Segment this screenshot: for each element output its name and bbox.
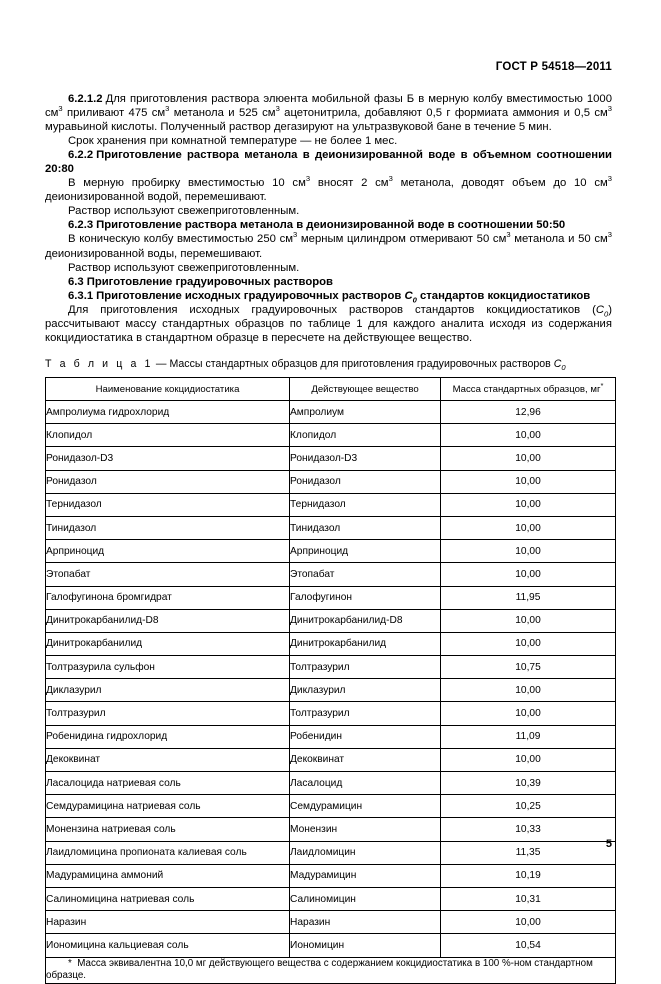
superscript-cubic-a: 3: [58, 104, 63, 114]
cell-mass-value: 11,09: [441, 725, 616, 748]
table-footnote-cell: [46, 957, 616, 983]
cell-active-substance: Лаидломицин: [290, 841, 441, 864]
heading-6-2-2-text: Приготовление раствора метанола в деионизированной воде в объемном соотношении 20:80: [45, 149, 612, 176]
cell-coccidiostat-name: Клопидол: [46, 424, 290, 447]
cell-active-substance: Семдурамицин: [290, 795, 441, 818]
cell-active-substance: Иономицин: [290, 934, 441, 957]
cell-active-substance: Динитрокарбанилид-D8: [290, 609, 441, 632]
cell-active-substance: Клопидол: [290, 424, 441, 447]
superscript-cubic-b: 3: [165, 104, 170, 114]
cell-coccidiostat-name: Семдурамицина натриевая соль: [46, 795, 290, 818]
cell-mass-value: 10,54: [441, 934, 616, 957]
superscript-cubic-g: 3: [607, 174, 613, 184]
clause-6-2-3-text-b: мерным цилиндром отмеривают 50 см: [297, 233, 507, 246]
table-row: [46, 911, 616, 934]
clause-6-2-1-2-text-c: метанола и 525 см: [169, 107, 276, 120]
cell-coccidiostat-name: Диклазурил: [46, 679, 290, 702]
table-caption-dash: —: [152, 358, 170, 370]
table-row: [46, 679, 616, 702]
table-row: [46, 632, 616, 655]
cell-mass-value: 10,39: [441, 772, 616, 795]
superscript-cubic-e: 3: [305, 174, 311, 184]
table-row: [46, 493, 616, 516]
footnote-text: Масса эквивалентна 10,0 мг действующего вещества с содержанием кокцидиостатика в 100 %-ном стандартном образце.: [46, 957, 593, 982]
clause-6-2-2-text-d: деионизированной водой, перемешивают.: [45, 191, 267, 204]
table-caption-label: Т а б л и ц а 1: [45, 358, 153, 370]
symbol-c-subscript-body: 0: [604, 308, 609, 318]
cell-active-substance: Этопабат: [290, 563, 441, 586]
cell-mass-value: 10,00: [441, 447, 616, 470]
table-row: [46, 586, 616, 609]
body-text-block: [45, 92, 612, 345]
running-header: ГОСТ Р 54518—2011: [495, 61, 612, 73]
clause-6-2-3-text-d: деионизированной воды, перемешивают.: [45, 247, 263, 260]
table-row: [46, 401, 616, 424]
cell-mass-value: 10,19: [441, 864, 616, 887]
cell-mass-value: 12,96: [441, 401, 616, 424]
clause-6-2-1-2-text-e: муравьиной кислоты. Полученный раствор дегазируют на ультразвуковой бане в течение 5 мин.: [45, 121, 552, 134]
cell-active-substance: Робенидин: [290, 725, 441, 748]
cell-coccidiostat-name: Робенидина гидрохлорид: [46, 725, 290, 748]
table-caption-text: Массы стандартных образцов для приготовления градуировочных растворов: [169, 358, 554, 370]
clause-number-6-2-1-2: 6.2.1.2: [68, 93, 103, 105]
clause-6-3-1-text-b: ) рассчитывают массу стандартных образцов по таблице 1 для каждого аналита исходя из содержания кокцидиостатика в стандартном образце в пересчете на действующее вещество.: [45, 303, 612, 344]
paragraph-fresh-use-1: Раствор используют свежеприготовленным.: [68, 205, 300, 218]
clause-number-6-3: 6.3: [68, 275, 84, 288]
cell-active-substance: Диклазурил: [290, 679, 441, 702]
cell-active-substance: Тернидазол: [290, 493, 441, 516]
clause-6-2-3-text-c: метанола и 50 см: [510, 233, 608, 246]
column-header-active-substance: Действующее вещество: [290, 378, 441, 401]
table-row: [46, 540, 616, 563]
paragraph-6-2-1-2: [45, 92, 612, 134]
heading-6-3-1: [45, 289, 612, 303]
cell-coccidiostat-name: Монензина натриевая соль: [46, 818, 290, 841]
column-header-mass-text: Масса стандартных образцов, мг: [452, 383, 601, 395]
heading-6-2-2: [45, 148, 612, 176]
cell-coccidiostat-name: Тинидазол: [46, 516, 290, 539]
table-row: [46, 424, 616, 447]
table-header-row: [46, 378, 616, 401]
clause-6-2-2-text-a: В мерную пробирку вместимостью 10 см: [68, 177, 306, 190]
table-footer: [46, 957, 616, 983]
table-caption-symbol: [553, 358, 566, 373]
paragraph-storage-period: Срок хранения при комнатной температуре — не более 1 мес.: [68, 135, 398, 148]
cell-mass-value: 10,00: [441, 911, 616, 934]
cell-coccidiostat-name: Лаидломицина пропионата калиевая соль: [46, 841, 290, 864]
cell-coccidiostat-name: Декоквинат: [46, 748, 290, 771]
cell-active-substance: Салиномицин: [290, 887, 441, 910]
cell-active-substance: Монензин: [290, 818, 441, 841]
cell-mass-value: 10,00: [441, 470, 616, 493]
table-row: [46, 447, 616, 470]
paragraph-fresh-use-2: Раствор используют свежеприготовленным.: [68, 261, 300, 274]
superscript-cubic-j: 3: [607, 230, 612, 240]
table-row: [46, 772, 616, 795]
cell-active-substance: Динитрокарбанилид: [290, 632, 441, 655]
cell-mass-value: 10,00: [441, 563, 616, 586]
cell-active-substance: Ампролиум: [290, 401, 441, 424]
superscript-cubic-d: 3: [607, 104, 613, 114]
heading-6-3-text: Приготовление градуировочных растворов: [86, 275, 333, 288]
clause-number-6-2-2: 6.2.2: [68, 149, 94, 162]
paragraph-6-3-1: [45, 303, 612, 345]
table-caption-symbol-subscript: 0: [561, 363, 566, 373]
superscript-cubic-i: 3: [506, 230, 511, 240]
cell-coccidiostat-name: Ронидазол: [46, 470, 290, 493]
superscript-cubic-f: 3: [388, 174, 393, 184]
clause-6-2-3-text-a: В коническую колбу вместимостью 250 см: [68, 233, 293, 246]
heading-6-2-3-text: Приготовление раствора метанола в деионизированной воде в соотношении 50:50: [96, 219, 566, 232]
column-header-mass: [441, 378, 616, 401]
cell-mass-value: 10,25: [441, 795, 616, 818]
table-caption-symbol-letter: C: [553, 358, 562, 370]
footnote-marker: *: [68, 957, 72, 969]
cell-active-substance: Наразин: [290, 911, 441, 934]
cell-coccidiostat-name: Мадурамицина аммоний: [46, 864, 290, 887]
table-row: [46, 656, 616, 679]
cell-coccidiostat-name: Тернидазол: [46, 493, 290, 516]
page-number: 5: [605, 838, 612, 850]
cell-active-substance: Арприноцид: [290, 540, 441, 563]
symbol-c-subscript: 0: [412, 294, 417, 304]
cell-active-substance: Мадурамицин: [290, 864, 441, 887]
cell-coccidiostat-name: Толтразурила сульфон: [46, 656, 290, 679]
clause-6-3-1-text-a: Для приготовления исходных градуировочных растворов стандартов кокцидиостатиков (: [68, 303, 596, 316]
paragraph-6-2-3: [45, 232, 612, 260]
cell-mass-value: 10,00: [441, 679, 616, 702]
footnote-marker-icon: *: [600, 380, 604, 390]
symbol-c-letter-body: C: [595, 303, 604, 316]
cell-coccidiostat-name: Салиномицина натриевая соль: [46, 887, 290, 910]
cell-active-substance: Тинидазол: [290, 516, 441, 539]
cell-mass-value: 10,75: [441, 656, 616, 679]
heading-6-2-3: [45, 218, 612, 232]
cell-active-substance: Толтразурил: [290, 656, 441, 679]
cell-mass-value: 10,00: [441, 516, 616, 539]
clause-6-2-1-2-text-a: Для приготовления раствора элюента мобильной фазы Б в мерную колбу вместимостью 1000 см: [45, 93, 612, 120]
cell-active-substance: Ронидазол-D3: [290, 447, 441, 470]
clause-6-2-1-2-text-d: ацетонитрила, добавляют 0,5 г формиата аммония и 0,5 см: [279, 107, 608, 120]
cell-coccidiostat-name: Наразин: [46, 911, 290, 934]
table-row: [46, 725, 616, 748]
cell-coccidiostat-name: Арприноцид: [46, 540, 290, 563]
table-row: [46, 748, 616, 771]
table-row: [46, 702, 616, 725]
symbol-c-letter: C: [404, 289, 413, 302]
table-row: [46, 934, 616, 957]
table-row: [46, 516, 616, 539]
cell-mass-value: 10,31: [441, 887, 616, 910]
clause-6-2-2-text-c: метанола, доводят объем до 10 см: [392, 177, 608, 190]
cell-mass-value: 11,35: [441, 841, 616, 864]
table-header: [46, 378, 616, 401]
heading-6-3: [45, 275, 612, 289]
column-header-name: Наименование кокцидиостатика: [46, 378, 290, 401]
table-body: [46, 401, 616, 958]
cell-mass-value: 10,00: [441, 424, 616, 447]
cell-mass-value: 10,00: [441, 493, 616, 516]
cell-mass-value: 10,00: [441, 748, 616, 771]
symbol-c-zero-body: [596, 304, 608, 316]
cell-active-substance: Ласалоцид: [290, 772, 441, 795]
cell-mass-value: 10,00: [441, 632, 616, 655]
cell-coccidiostat-name: Динитрокарбанилид-D8: [46, 609, 290, 632]
heading-6-3-1-text-a: Приготовление исходных градуировочных растворов: [96, 289, 405, 302]
cell-coccidiostat-name: Иономицина кальциевая соль: [46, 934, 290, 957]
clause-number-6-3-1: 6.3.1: [68, 289, 94, 302]
table-row: [46, 864, 616, 887]
table-row: [46, 887, 616, 910]
cell-active-substance: Ронидазол: [290, 470, 441, 493]
cell-coccidiostat-name: Толтразурил: [46, 702, 290, 725]
superscript-cubic-c: 3: [275, 104, 280, 114]
cell-coccidiostat-name: Ампролиума гидрохлорид: [46, 401, 290, 424]
clause-number-6-2-3: 6.2.3: [68, 219, 94, 232]
cell-active-substance: Толтразурил: [290, 702, 441, 725]
cell-coccidiostat-name: Ласалоцида натриевая соль: [46, 772, 290, 795]
cell-active-substance: Декоквинат: [290, 748, 441, 771]
cell-coccidiostat-name: Этопабат: [46, 563, 290, 586]
symbol-c-zero-heading: [404, 290, 416, 302]
cell-mass-value: 10,33: [441, 818, 616, 841]
table-caption: [45, 358, 612, 371]
paragraph-6-2-2: [45, 176, 612, 204]
table-row: [46, 563, 616, 586]
clause-6-2-2-text-b: вносят 2 см: [310, 177, 389, 190]
heading-6-3-1-text-b: стандартов кокцидиостатиков: [416, 289, 591, 302]
cell-coccidiostat-name: Динитрокарбанилид: [46, 632, 290, 655]
clause-6-2-1-2-text-b: приливают 475 см: [62, 107, 166, 120]
standards-mass-table: [45, 377, 616, 984]
cell-coccidiostat-name: Галофугинона бромгидрат: [46, 586, 290, 609]
cell-mass-value: 10,00: [441, 609, 616, 632]
table-row: [46, 795, 616, 818]
superscript-cubic-h: 3: [292, 230, 298, 240]
cell-mass-value: 10,00: [441, 540, 616, 563]
cell-mass-value: 11,95: [441, 586, 616, 609]
table-row: [46, 470, 616, 493]
cell-coccidiostat-name: Ронидазол-D3: [46, 447, 290, 470]
cell-mass-value: 10,00: [441, 702, 616, 725]
cell-active-substance: Галофугинон: [290, 586, 441, 609]
table-footnote-row: [46, 957, 616, 983]
table-row: [46, 609, 616, 632]
